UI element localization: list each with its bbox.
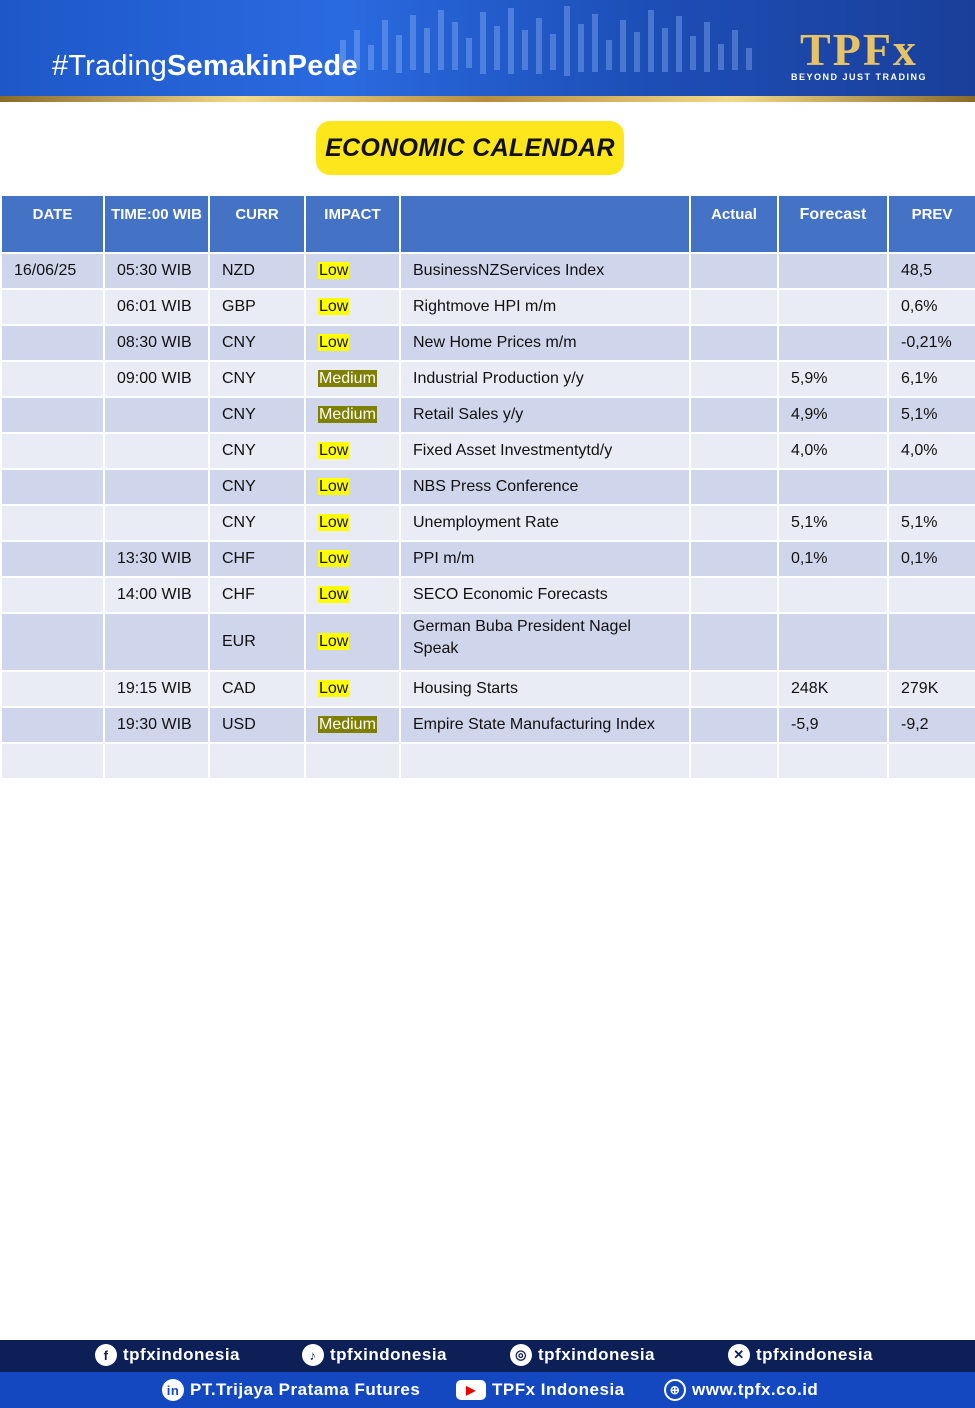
cell-curr: CAD	[209, 671, 305, 707]
impact-badge: Low	[319, 478, 349, 495]
cell-date	[1, 613, 104, 671]
table-row	[1, 671, 975, 707]
cell-event: Unemployment Rate	[400, 505, 690, 541]
cell-curr: CNY	[209, 361, 305, 397]
cell-time: 06:01 WIB	[104, 289, 209, 325]
cell-forecast	[778, 469, 888, 505]
gold-divider	[0, 96, 975, 102]
impact-badge: Medium	[319, 370, 376, 387]
linkedin-link[interactable]: in PT.Trijaya Pratama Futures	[162, 1379, 420, 1401]
cell-prev: 6,1%	[888, 361, 975, 397]
cell-date	[1, 541, 104, 577]
cell-time: 19:15 WIB	[104, 671, 209, 707]
cell-impact	[305, 505, 400, 541]
cell-actual	[690, 253, 778, 289]
table-row	[1, 289, 975, 325]
cell-actual	[690, 743, 778, 779]
cell-actual	[690, 505, 778, 541]
cell-curr: EUR	[209, 613, 305, 671]
table-row	[1, 505, 975, 541]
table-header-row	[1, 195, 975, 253]
cell-time	[104, 433, 209, 469]
cell-curr: USD	[209, 707, 305, 743]
header-banner	[0, 0, 975, 96]
candlestick-background-icon	[330, 0, 760, 96]
cell-impact	[305, 433, 400, 469]
cell-curr: CHF	[209, 541, 305, 577]
header-time: TIME:00 WIB	[104, 195, 209, 253]
cell-event: NBS Press Conference	[400, 469, 690, 505]
cell-curr: NZD	[209, 253, 305, 289]
cell-event: Empire State Manufacturing Index	[400, 707, 690, 743]
cell-date	[1, 577, 104, 613]
cell-prev	[888, 743, 975, 779]
cell-prev: 0,1%	[888, 541, 975, 577]
economic-calendar-table	[0, 194, 975, 780]
cell-prev: 0,6%	[888, 289, 975, 325]
table-row	[1, 469, 975, 505]
cell-actual	[690, 577, 778, 613]
header-forecast: Forecast	[778, 195, 888, 253]
cell-forecast: 5,1%	[778, 505, 888, 541]
cell-date	[1, 397, 104, 433]
cell-actual	[690, 541, 778, 577]
table-row	[1, 397, 975, 433]
cell-event: Retail Sales y/y	[400, 397, 690, 433]
cell-actual	[690, 397, 778, 433]
cell-prev: 5,1%	[888, 397, 975, 433]
cell-date	[1, 707, 104, 743]
cell-actual	[690, 469, 778, 505]
cell-event: Fixed Asset Investmentytd/y	[400, 433, 690, 469]
x-icon: ✕	[728, 1344, 750, 1366]
impact-badge: Low	[319, 514, 349, 531]
facebook-icon: f	[95, 1344, 117, 1366]
cell-prev: 4,0%	[888, 433, 975, 469]
cell-impact	[305, 289, 400, 325]
cell-forecast: -5,9	[778, 707, 888, 743]
cell-impact	[305, 577, 400, 613]
table-row	[1, 707, 975, 743]
impact-badge: Low	[319, 334, 349, 351]
cell-forecast: 5,9%	[778, 361, 888, 397]
cell-forecast	[778, 577, 888, 613]
cell-event: Rightmove HPI m/m	[400, 289, 690, 325]
cell-prev	[888, 469, 975, 505]
cell-actual	[690, 289, 778, 325]
cell-event: SECO Economic Forecasts	[400, 577, 690, 613]
cell-time: 13:30 WIB	[104, 541, 209, 577]
cell-forecast: 4,0%	[778, 433, 888, 469]
cell-curr: CHF	[209, 577, 305, 613]
page-title: ECONOMIC CALENDAR	[316, 121, 624, 175]
cell-forecast: 0,1%	[778, 541, 888, 577]
logo-mark: TPFx	[800, 24, 918, 75]
social-footer-top	[0, 1340, 975, 1372]
cell-event: Industrial Production y/y	[400, 361, 690, 397]
cell-date	[1, 361, 104, 397]
hashtag-slogan: #TradingSemakinPede	[52, 50, 358, 82]
cell-time	[104, 397, 209, 433]
instagram-icon: ◎	[510, 1344, 532, 1366]
impact-badge: Medium	[319, 716, 376, 733]
impact-badge: Low	[319, 550, 349, 567]
cell-event: New Home Prices m/m	[400, 325, 690, 361]
cell-event: BusinessNZServices Index	[400, 253, 690, 289]
cell-date: 16/06/25	[1, 253, 104, 289]
cell-curr	[209, 743, 305, 779]
table-row	[1, 577, 975, 613]
table-row	[1, 743, 975, 779]
cell-event: PPI m/m	[400, 541, 690, 577]
cell-forecast: 4,9%	[778, 397, 888, 433]
impact-badge: Low	[319, 633, 349, 650]
cell-curr: GBP	[209, 289, 305, 325]
header-event	[400, 195, 690, 253]
cell-actual	[690, 361, 778, 397]
cell-date	[1, 505, 104, 541]
table-row	[1, 433, 975, 469]
cell-time	[104, 505, 209, 541]
cell-impact	[305, 397, 400, 433]
cell-time: 19:30 WIB	[104, 707, 209, 743]
cell-event	[400, 743, 690, 779]
cell-impact	[305, 743, 400, 779]
cell-time	[104, 469, 209, 505]
cell-prev: 5,1%	[888, 505, 975, 541]
logo-tagline: BEYOND JUST TRADING	[790, 72, 927, 82]
cell-date	[1, 671, 104, 707]
youtube-icon: ▶	[456, 1380, 486, 1400]
cell-forecast	[778, 253, 888, 289]
cell-time: 14:00 WIB	[104, 577, 209, 613]
table-row	[1, 325, 975, 361]
cell-forecast	[778, 613, 888, 671]
facebook-link[interactable]: f tpfxindonesia	[95, 1344, 240, 1366]
tiktok-link[interactable]: ♪ tpfxindonesia	[302, 1344, 447, 1366]
cell-impact	[305, 253, 400, 289]
cell-impact	[305, 325, 400, 361]
cell-prev: 48,5	[888, 253, 975, 289]
table-row	[1, 541, 975, 577]
cell-impact	[305, 541, 400, 577]
cell-impact	[305, 671, 400, 707]
header-actual: Actual	[690, 195, 778, 253]
cell-event: German Buba President Nagel Speak	[400, 613, 690, 671]
impact-badge: Medium	[319, 406, 376, 423]
cell-actual	[690, 613, 778, 671]
impact-badge: Low	[319, 680, 349, 697]
header-curr: CURR	[209, 195, 305, 253]
instagram-link[interactable]: ◎ tpfxindonesia	[510, 1344, 655, 1366]
cell-actual	[690, 671, 778, 707]
cell-time	[104, 613, 209, 671]
cell-date	[1, 743, 104, 779]
impact-badge: Low	[319, 298, 349, 315]
cell-impact	[305, 361, 400, 397]
cell-date	[1, 289, 104, 325]
cell-forecast	[778, 743, 888, 779]
cell-actual	[690, 707, 778, 743]
cell-curr: CNY	[209, 325, 305, 361]
header-date: DATE	[1, 195, 104, 253]
table-row	[1, 361, 975, 397]
social-footer-bottom	[0, 1372, 975, 1408]
website-link[interactable]: ⊕ www.tpfx.co.id	[664, 1379, 818, 1401]
cell-time: 05:30 WIB	[104, 253, 209, 289]
cell-prev: 279K	[888, 671, 975, 707]
cell-impact	[305, 707, 400, 743]
cell-forecast: 248K	[778, 671, 888, 707]
cell-actual	[690, 433, 778, 469]
cell-time: 09:00 WIB	[104, 361, 209, 397]
cell-curr: CNY	[209, 469, 305, 505]
tpfx-logo	[790, 24, 927, 82]
cell-curr: CNY	[209, 433, 305, 469]
cell-time: 08:30 WIB	[104, 325, 209, 361]
table-row	[1, 253, 975, 289]
linkedin-icon: in	[162, 1379, 184, 1401]
impact-badge: Low	[319, 586, 349, 603]
header-prev: PREV	[888, 195, 975, 253]
cell-curr: CNY	[209, 505, 305, 541]
header-impact: IMPACT	[305, 195, 400, 253]
youtube-link[interactable]: ▶ TPFx Indonesia	[456, 1380, 625, 1400]
cell-event: Housing Starts	[400, 671, 690, 707]
cell-prev	[888, 613, 975, 671]
cell-actual	[690, 325, 778, 361]
table-row	[1, 613, 975, 671]
cell-curr: CNY	[209, 397, 305, 433]
cell-prev: -9,2	[888, 707, 975, 743]
tiktok-icon: ♪	[302, 1344, 324, 1366]
cell-date	[1, 325, 104, 361]
cell-date	[1, 433, 104, 469]
cell-forecast	[778, 325, 888, 361]
impact-badge: Low	[319, 442, 349, 459]
cell-forecast	[778, 289, 888, 325]
cell-time	[104, 743, 209, 779]
impact-badge: Low	[319, 262, 349, 279]
cell-prev: -0,21%	[888, 325, 975, 361]
cell-impact	[305, 613, 400, 671]
cell-impact	[305, 469, 400, 505]
x-link[interactable]: ✕ tpfxindonesia	[728, 1344, 873, 1366]
cell-prev	[888, 577, 975, 613]
cell-date	[1, 469, 104, 505]
globe-icon: ⊕	[664, 1379, 686, 1401]
